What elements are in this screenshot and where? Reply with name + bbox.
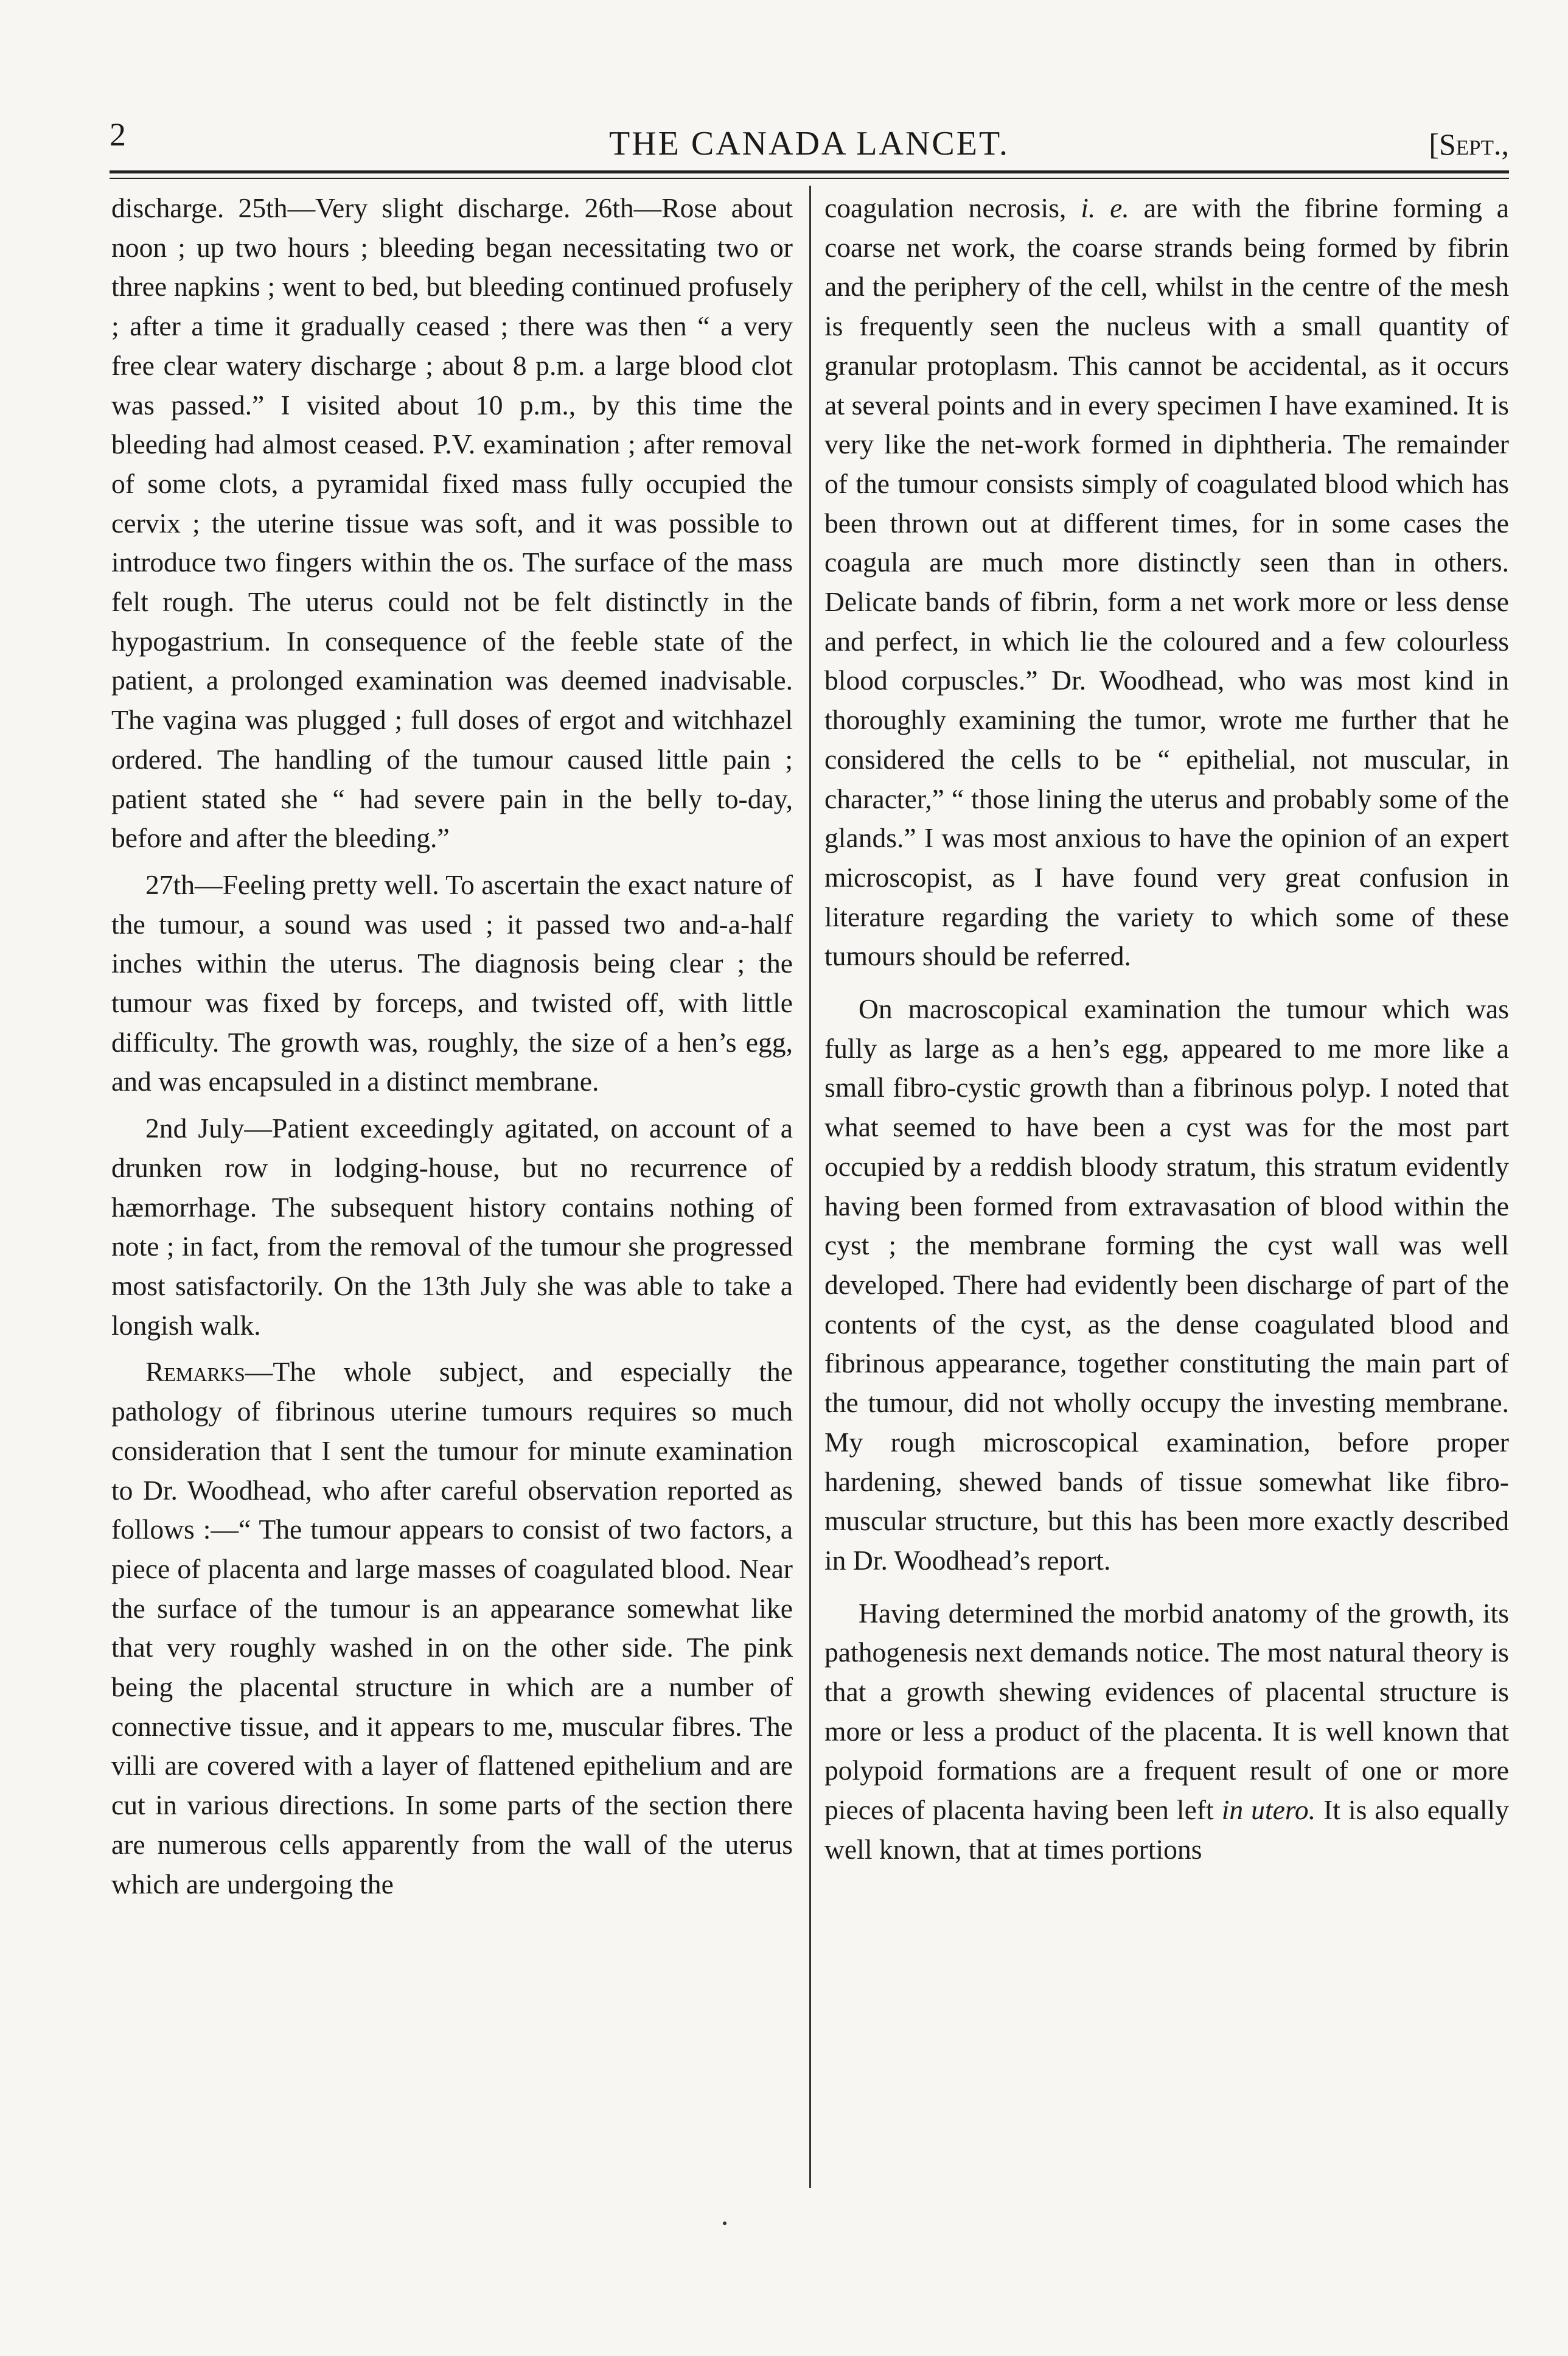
paragraph-remarks [111,1352,793,1904]
column-divider [809,186,811,2188]
remarks-lead: Remarks [145,1356,245,1388]
coagulation-ie: i. e. [1081,192,1129,223]
issue-date: [Sept., [1429,127,1509,161]
header-rule-thick [110,170,1509,173]
coagulation-text-a: coagulation necrosis, [824,192,1081,223]
pathogenesis-text-a: Having determined the morbid anatomy of the growth, its pathogenesis next demands notice. The most natural theory is that a growth shewing evidences of placental structure is more or less a product of the placenta. It is well known that polypoid formations are a frequent result of one or more pieces of placenta having been left [824,1597,1509,1826]
paragraph-2nd-july: 2nd July—Patient exceedingly agitated, on account of a drunken row in lodging-house, but no recurrence of hæmorrhage. The subsequent history contains nothing of note ; in fact, from the removal of the tumour she progressed most satisfactorily. On the 13th July she was able to take a longish walk. [111,1113,793,1341]
paragraph-coagulation [824,189,1509,976]
running-header [110,116,1509,170]
pathogenesis-in-utero: in utero. [1221,1794,1316,1826]
header-rule-thin [110,178,1509,179]
left-column [111,189,793,1904]
remarks-body: —The whole subject, and especially the pathology of fibrinous uterine tumours requires so much consideration that I sent the tumour for minute examination to Dr. Woodhead, who after careful observation reported as follows :—“ The tumour appears to consist of two factors, a piece of placenta and large masses of coagulated blood. Near the surface of the tumour is an appearance somewhat like that very roughly washed in on the other side. The pink being the placental structure in which are a number of connective tissue, and it appears to me, muscular fibres. The villi are covered with a layer of flattened epithelium and are cut in various directions. In some parts of the section there are numerous cells apparently from the wall of the uterus which are undergoing the [111,1356,793,1900]
coagulation-text-b: are with the fibrine forming a coarse net work, the coarse strands being formed by fibrin and the periphery of the cell, whilst in the centre of the mesh is frequently seen the nucleus with a small quantity of granular protoplasm. This cannot be accidental, as it occurs at several points and in every specimen I have examined. It is very like the net-work formed in diphtheria. The remainder of the tumour consists simply of coagulated blood which has been thrown out at different times, for in some cases the coagula are much more distinctly seen than in others. Delicate bands of fibrin, form a net work more or less dense and perfect, in which lie the coloured and a few colourless blood corpuscles.” Dr. Woodhead, who was most kind in thoroughly examining the tumor, wrote me further that he considered the cells to be “ epithelial, not muscular, in character,” “ those lining the uterus and probably some of the glands.” I was most anxious to have the opinion of an expert microscopist, as I have found very great confusion in literature regarding the variety to which some of these tumours should be referred. [824,192,1509,972]
print-speck [723,2221,727,2225]
journal-title: THE CANADA LANCET. [608,125,1010,163]
page-number: 2 [110,116,126,153]
paragraph-case-history: discharge. 25th—Very slight discharge. 26th—Rose about noon ; up two hours ; bleeding began necessitating two or three napkins ; went to bed, but bleeding continued profusely ; after a time it gradually ceased ; there was then “ a very free clear watery discharge ; about 8 p.m. a large blood clot was passed.” I visited about 10 p.m., by this time the bleeding had almost ceased. P.V. examination ; after removal of some clots, a pyramidal fixed mass fully occupied the cervix ; the uterine tissue was soft, and it was possible to introduce two fingers within the os. The surface of the mass felt rough. The uterus could not be felt distinctly in the hypogastrium. In consequence of the feeble state of the patient, a prolonged examination was deemed inadvisable. The vagina was plugged ; full doses of ergot and witchhazel ordered. The handling of the tumour caused little pain ; patient stated she “ had severe pain in the belly to-day, before and after the bleeding.” [111,192,793,854]
paragraph-27th: 27th—Feeling pretty well. To ascertain the exact nature of the tumour, a sound was used ; it passed two and-a-half inches within the uterus. The diagnosis being clear ; the tumour was fixed by forceps, and twisted off, with little difficulty. The growth was, roughly, the size of a hen’s egg, and was encapsuled in a distinct membrane. [111,869,793,1097]
paragraph-macroscopical: On macroscopical examination the tumour which was fully as large as a hen’s egg, appeared to me more like a small fibro-cystic growth than a fibrinous polyp. I noted that what seemed to have been a cyst was for the most part occupied by a reddish bloody stratum, this stratum evidently having been formed from extravasation of blood within the cyst ; the membrane forming the cyst wall was well developed. There had evidently been discharge of part of the contents of the cyst, as the dense coagulated blood and fibrinous appearance, together constituting the main part of the tumour, did not wholly occupy the investing membrane. My rough microscopical examination, before proper hardening, shewed bands of tissue somewhat like fibro-muscular structure, but this has been more exactly described in Dr. Woodhead’s report. [824,993,1509,1576]
right-column [824,189,1509,1870]
paragraph-pathogenesis [824,1594,1509,1870]
pathogenesis-text-b: It is also equally well known, that at times portions [824,1794,1510,1865]
